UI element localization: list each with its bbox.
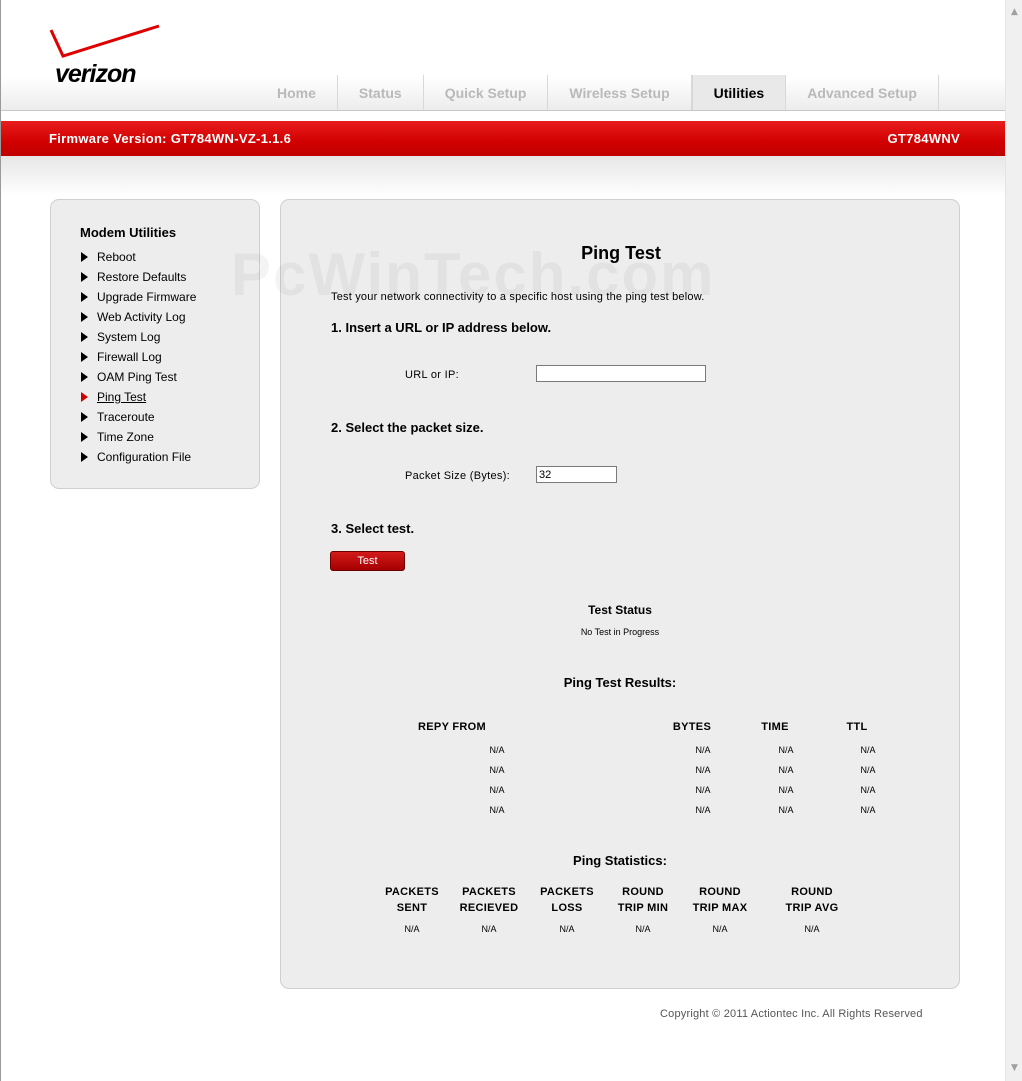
stat-packets-loss-value: N/A — [559, 924, 575, 934]
stat-round-trip-avg-value: N/A — [804, 924, 820, 934]
sidebar-item-configuration-file[interactable] — [81, 447, 196, 467]
stat-packets-sent-header — [372, 884, 452, 916]
tab-wireless-setup[interactable] — [548, 75, 691, 110]
stat-header-line: TRIP MIN — [617, 902, 669, 914]
url-input[interactable] — [536, 365, 706, 382]
result-reply: N/A — [489, 745, 505, 755]
tab-quick-setup[interactable] — [424, 75, 549, 110]
sidebar-item-label: Time Zone — [97, 430, 154, 444]
arrow-right-icon — [81, 352, 88, 362]
arrow-right-icon — [81, 412, 88, 422]
stat-header-line: PACKETS — [462, 886, 516, 898]
test-button[interactable]: Test — [330, 551, 405, 571]
sidebar-item-label: OAM Ping Test — [97, 370, 177, 384]
stat-header-line: ROUND — [791, 886, 833, 898]
stat-packets-loss-header — [527, 884, 607, 916]
arrow-right-icon — [81, 332, 88, 342]
arrow-right-icon — [81, 372, 88, 382]
sidebar-item-system-log[interactable] — [81, 327, 196, 347]
result-time: N/A — [778, 745, 794, 755]
scroll-up-icon[interactable]: ▲ — [1011, 7, 1018, 17]
tab-home[interactable] — [256, 75, 338, 110]
vertical-scrollbar[interactable] — [1005, 0, 1022, 1081]
test-status-text: No Test in Progress — [580, 627, 660, 637]
stat-packets-received-header — [449, 884, 529, 916]
scroll-down-icon[interactable]: ▼ — [1011, 1063, 1018, 1073]
sidebar-title: Modem Utilities — [80, 225, 177, 240]
tab-label: Quick Setup — [444, 85, 527, 101]
results-title: Ping Test Results: — [563, 675, 677, 690]
tab-label: Utilities — [713, 85, 765, 101]
verizon-checkmark-icon — [49, 24, 164, 64]
result-bytes: N/A — [695, 745, 711, 755]
sidebar-item-label: Web Activity Log — [97, 310, 186, 324]
tab-utilities[interactable] — [692, 75, 787, 110]
sidebar-item-ping-test[interactable] — [81, 387, 196, 407]
sidebar-item-reboot[interactable] — [81, 247, 196, 267]
intro-text: Test your network connectivity to a specific host using the ping test below. — [331, 291, 705, 303]
sidebar-item-oam-ping-test[interactable] — [81, 367, 196, 387]
col-reply-from: REPY FROM — [418, 721, 486, 733]
sidebar — [50, 199, 260, 489]
url-label: URL or IP: — [405, 369, 459, 381]
verizon-logo[interactable] — [49, 24, 164, 92]
header-divider — [1, 110, 1006, 111]
packet-size-label: Packet Size (Bytes): — [405, 470, 511, 482]
step-3-heading: 3. Select test. — [331, 521, 415, 536]
result-bytes: N/A — [695, 785, 711, 795]
tab-label: Advanced Setup — [807, 85, 917, 101]
arrow-right-icon — [81, 292, 88, 302]
model-name: GT784WNV — [887, 131, 960, 146]
stat-header-line: RECIEVED — [459, 902, 519, 914]
step-2-heading: 2. Select the packet size. — [331, 420, 484, 435]
result-time: N/A — [778, 765, 794, 775]
arrow-right-icon — [81, 272, 88, 282]
stat-packets-sent-value: N/A — [404, 924, 420, 934]
stat-header-line: TRIP MAX — [692, 902, 748, 914]
sidebar-item-restore-defaults[interactable] — [81, 267, 196, 287]
ping-test-panel — [280, 199, 960, 989]
result-time: N/A — [778, 805, 794, 815]
sidebar-item-label: System Log — [97, 330, 161, 344]
result-ttl: N/A — [860, 745, 876, 755]
firmware-banner — [1, 121, 1006, 156]
sidebar-item-web-activity-log[interactable] — [81, 307, 196, 327]
stat-packets-received-value: N/A — [481, 924, 497, 934]
copyright: Copyright © 2011 Actiontec Inc. All Rights Reserved — [660, 1008, 923, 1020]
arrow-right-icon — [81, 252, 88, 262]
sidebar-item-label: Traceroute — [97, 410, 155, 424]
result-time: N/A — [778, 785, 794, 795]
tab-label: Home — [277, 85, 316, 101]
stats-title: Ping Statistics: — [573, 853, 667, 868]
stat-header-line: TRIP AVG — [785, 902, 839, 914]
stat-round-trip-min-header — [603, 884, 683, 916]
sidebar-item-upgrade-firmware[interactable] — [81, 287, 196, 307]
col-ttl: TTL — [846, 721, 868, 733]
sidebar-item-label: Configuration File — [97, 450, 192, 464]
sidebar-item-label: Reboot — [97, 250, 136, 264]
tab-label: Wireless Setup — [569, 85, 670, 101]
sidebar-item-time-zone[interactable] — [81, 427, 196, 447]
stat-round-trip-avg-header — [772, 884, 852, 916]
firmware-version: Firmware Version: GT784WN-VZ-1.1.6 — [49, 131, 292, 146]
stat-round-trip-max-header — [680, 884, 760, 916]
result-reply: N/A — [489, 785, 505, 795]
tab-label: Status — [358, 85, 402, 101]
logo-text: verizon — [55, 60, 136, 88]
page-title: Ping Test — [581, 243, 661, 263]
result-reply: N/A — [489, 805, 505, 815]
stat-header-line: LOSS — [551, 902, 583, 914]
result-ttl: N/A — [860, 805, 876, 815]
main-nav — [256, 75, 939, 110]
arrow-right-icon — [81, 312, 88, 322]
result-bytes: N/A — [695, 805, 711, 815]
col-bytes: BYTES — [672, 721, 712, 733]
result-ttl: N/A — [860, 765, 876, 775]
result-bytes: N/A — [695, 765, 711, 775]
tab-advanced-setup[interactable] — [786, 75, 939, 110]
sidebar-item-firewall-log[interactable] — [81, 347, 196, 367]
stat-header-line: PACKETS — [540, 886, 594, 898]
sidebar-item-label: Restore Defaults — [97, 270, 187, 284]
step-1-heading: 1. Insert a URL or IP address below. — [331, 320, 552, 335]
stat-header-line: ROUND — [699, 886, 741, 898]
stat-header-line: PACKETS — [385, 886, 439, 898]
test-status-title: Test Status — [588, 603, 652, 617]
sidebar-item-label: Ping Test — [97, 390, 147, 404]
col-time: TIME — [761, 721, 789, 733]
sidebar-item-label: Upgrade Firmware — [97, 290, 197, 304]
tab-status[interactable] — [338, 75, 424, 110]
sidebar-item-label: Firewall Log — [97, 350, 162, 364]
sidebar-item-traceroute[interactable] — [81, 407, 196, 427]
stat-round-trip-min-value: N/A — [635, 924, 651, 934]
stat-header-line: ROUND — [622, 886, 664, 898]
stat-round-trip-max-value: N/A — [712, 924, 728, 934]
packet-size-input[interactable] — [536, 466, 617, 483]
result-reply: N/A — [489, 765, 505, 775]
banner-shadow — [1, 156, 1006, 196]
stat-header-line: SENT — [396, 902, 428, 914]
result-ttl: N/A — [860, 785, 876, 795]
header — [1, 0, 1006, 110]
arrow-right-icon — [81, 452, 88, 462]
arrow-right-icon — [81, 432, 88, 442]
sidebar-list — [81, 247, 196, 467]
arrow-right-icon — [81, 392, 88, 402]
